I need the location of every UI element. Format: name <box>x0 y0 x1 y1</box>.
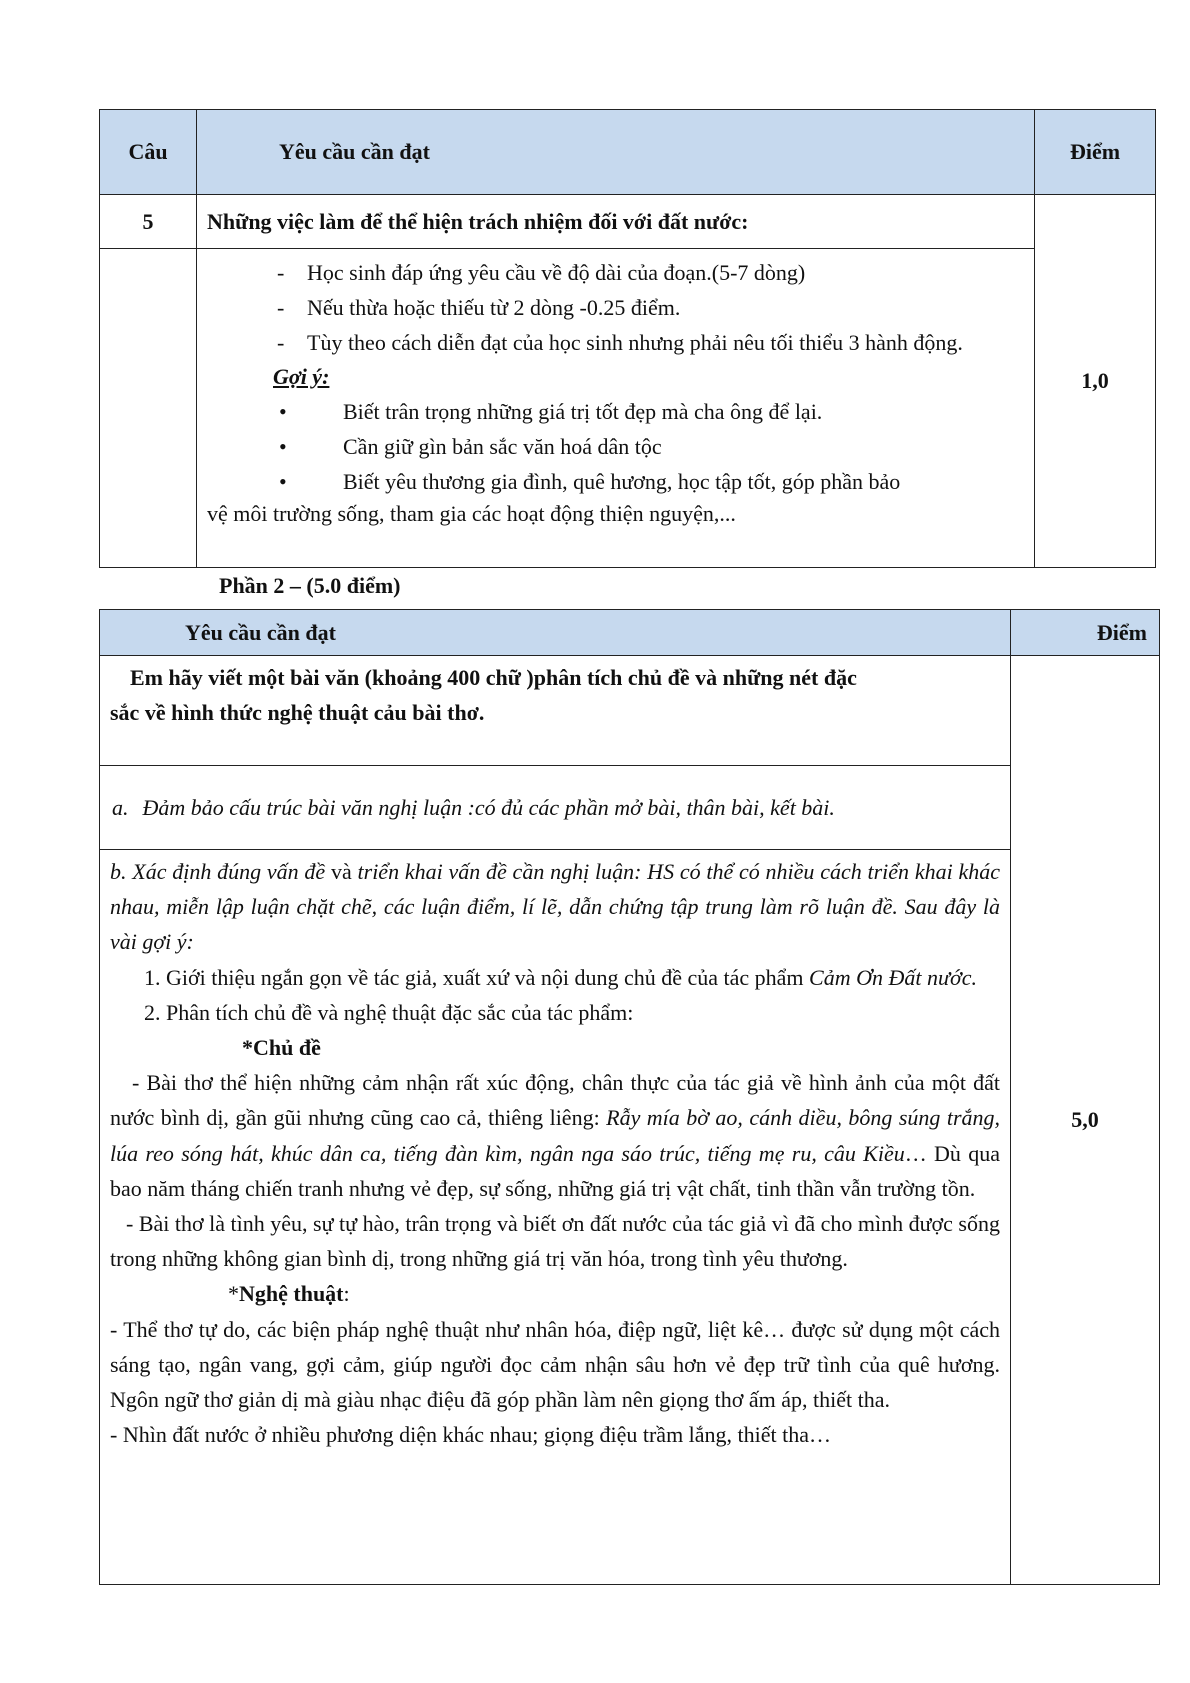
nghe-thuat-point-2: - Nhìn đất nước ở nhiều phương diện khác nhau; giọng điệu trầm lắng, thiết tha… <box>110 1422 832 1448</box>
requirements-list <box>197 255 1034 360</box>
question-body-row <box>100 249 1156 568</box>
question-number: 5 <box>100 195 197 249</box>
list-item: - Tùy theo cách diễn đạt của học sinh nhưng phải nêu tối thiểu 3 hành động. <box>277 330 963 355</box>
criterion-b-row <box>100 850 1160 1585</box>
chu-de-point-2: - Bài thơ là tình yêu, sự tự hào, trân trọng và biết ơn đất nước của tác giả vì đã cho mình được sống trong những không gian bình dị, trong những giá trị văn hóa, trong tình yêu thương. <box>110 1211 1000 1272</box>
part2-title: Phần 2 – (5.0 điểm) <box>219 573 401 598</box>
nghe-thuat-point-1: - Thể thơ tự do, các biện pháp nghệ thuật như nhân hóa, điệp ngữ, liệt kê… được sử dụng một cách sáng tạo, ngân vang, gợi cảm, giúp người đọc cảm nhận sâu hơn vẻ đẹp trữ tình của quê hương. Ngôn ngữ thơ giản dị mà giàu nhạc điệu đã góp phần làm nên giọng thơ ấm áp, thiết tha. <box>110 1316 1000 1413</box>
empty-cell <box>100 249 197 568</box>
list-item: - Học sinh đáp ứng yêu cầu về độ dài của đoạn.(5-7 dòng) <box>277 260 806 285</box>
list-item: • Biết trân trọng những giá trị tốt đẹp mà cha ông để lại. <box>197 394 1034 429</box>
answer-table-part1 <box>99 109 1156 568</box>
task-row <box>100 656 1160 766</box>
list-item: • Biết yêu thương gia đình, quê hương, học tập tốt, góp phần bảo <box>197 464 1034 499</box>
question-title: Những việc làm để thể hiện trách nhiệm đối với đất nước: <box>197 195 1035 249</box>
goi-y-label: Gợi ý: <box>273 364 330 389</box>
answer-table-part2 <box>99 609 1160 1585</box>
part2-score: 5,0 <box>1011 656 1160 1585</box>
criterion-a-row <box>100 766 1160 850</box>
list-item: - Nếu thừa hoặc thiếu từ 2 dòng -0.25 điểm. <box>277 295 681 320</box>
chu-de-heading: *Chủ đề <box>242 1035 321 1061</box>
table-header-row <box>100 610 1160 656</box>
header-diem: Điểm <box>1011 610 1160 656</box>
question-row <box>100 195 1156 249</box>
chu-de-point-1: - Bài thơ thể hiện những cảm nhận rất xúc động, chân thực của tác giả về hình ảnh của một đất nước bình dị, gần gũi nhưng cũng cao cả, thiêng liêng: Rẫy mía bờ ao, cánh diều, bông súng trắng, lúa reo sóng hát, khúc dân ca, tiếng đàn kìm, ngân nga sáo trúc, tiếng mẹ ru, câu Kiều… Dù qua bao năm tháng chiến tranh nhưng vẻ đẹp, sự sống, những giá trị vật chất, tinh thần vẫn trường tồn. <box>110 1070 1001 1201</box>
suggestion-continuation: vệ môi trường sống, tham gia các hoạt động thiện nguyện,... <box>207 501 736 526</box>
bullet-icon: • <box>279 399 287 424</box>
header-diem: Điểm <box>1035 110 1156 195</box>
question-score: 1,0 <box>1035 195 1156 568</box>
requirements-cell <box>197 249 1035 568</box>
criterion-a: a. Đảm bảo cấu trúc bài văn nghị luận :có đủ các phần mở bài, thân bài, kết bài. <box>100 766 1011 850</box>
task-prompt: Em hãy viết một bài văn (khoảng 400 chữ )phân tích chủ đề và những nét đặc sắc về hình thức nghệ thuật cảu bài thơ. <box>100 656 1011 766</box>
criterion-b <box>100 850 1011 1585</box>
list-item: • Cần giữ gìn bản sắc văn hoá dân tộc <box>197 429 1034 464</box>
outline-item-1: 1. Giới thiệu ngắn gọn về tác giả, xuất xứ và nội dung chủ đề của tác phẩm Cảm Ơn Đất nước. <box>144 964 978 990</box>
bullet-icon: • <box>279 469 287 494</box>
outline-item-2: 2. Phân tích chủ đề và nghệ thuật đặc sắc của tác phẩm: <box>144 999 634 1025</box>
nghe-thuat-heading: *Nghệ thuật: <box>228 1281 350 1307</box>
bullet-icon: • <box>279 434 287 459</box>
header-yeu-cau: Yêu cầu cần đạt <box>100 610 1011 656</box>
header-cau: Câu <box>100 110 197 195</box>
header-yeu-cau: Yêu cầu cần đạt <box>197 110 1035 195</box>
criterion-b-intro: b. Xác định đúng vấn đề và triển khai vấn đề cần nghị luận: HS có thể có nhiều cách triển khai khác nhau, miễn lập luận chặt chẽ, các luận điểm, lí lẽ, dẫn chứng tập trung làm rõ luận đề. Sau đây là vài gợi ý: <box>110 859 1000 955</box>
table-header-row <box>100 110 1156 195</box>
